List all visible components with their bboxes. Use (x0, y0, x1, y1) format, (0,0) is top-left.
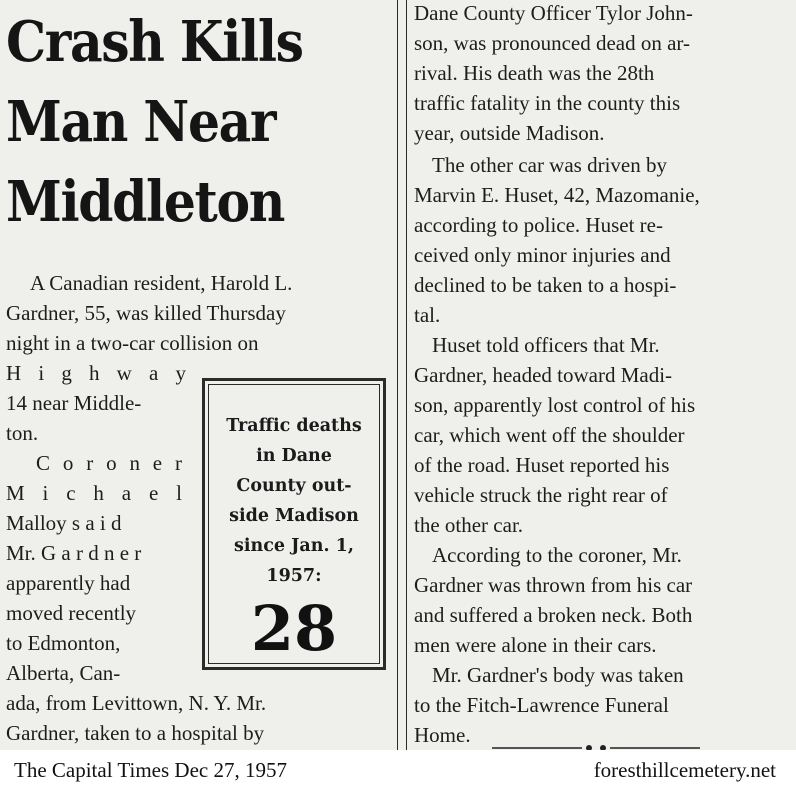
article-line: The other car was driven by (432, 153, 667, 177)
article-line: apparently had (6, 571, 131, 595)
article-line: Gardner, 55, was killed Thursday (6, 301, 286, 325)
article-line: Home. (414, 723, 471, 747)
article-line: ada, from Levittown, N. Y. Mr. (6, 691, 267, 715)
article-line: According to the coroner, Mr. (432, 543, 682, 567)
article-line: C o r o n e r (36, 451, 182, 475)
headline-line: Crash Kills (6, 9, 303, 75)
article-line: Mr. Gardner's body was taken (432, 663, 684, 687)
box-line: Traffic deaths (226, 416, 362, 436)
traffic-deaths-box-inner (208, 384, 380, 664)
article-line: declined to be taken to a hospi- (414, 273, 677, 297)
box-line: 1957: (266, 566, 322, 586)
article-line: Malloy s a i d (6, 511, 122, 535)
article-line: Gardner, taken to a hospital by (6, 721, 265, 745)
article-line: ceived only minor injuries and (414, 243, 671, 267)
article-line: A Canadian resident, Harold L. (30, 271, 293, 295)
traffic-deaths-box (202, 378, 386, 670)
article-line: traffic fatality in the county this (414, 91, 681, 115)
article-line: night in a two-car collision on (6, 331, 259, 355)
article-line: Dane County Officer Tylor John- (414, 1, 693, 25)
website-caption: foresthillcemetery.net (593, 758, 776, 782)
headline (6, 2, 348, 242)
article-line: Gardner was thrown from his car (414, 573, 693, 597)
source-caption: The Capital Times Dec 27, 1957 (14, 758, 287, 782)
article-line: rival. His death was the 28th (414, 61, 655, 85)
box-line: in Dane (256, 446, 332, 466)
article-line: M i c h a e l (6, 481, 182, 505)
article-line: year, outside Madison. (414, 121, 605, 145)
article-line: son, apparently lost control of his (414, 393, 696, 417)
article-line: Alberta, Can- (6, 661, 121, 685)
box-line: since Jan. 1, (234, 536, 354, 556)
column-divider (397, 0, 407, 750)
article-line: and suffered a broken neck. Both (414, 603, 693, 627)
article-line: H i g h w a y (6, 361, 186, 385)
article-line: the other car. (414, 513, 524, 537)
article-line: Mr. G a r d n e r (6, 541, 142, 565)
death-count: 28 (250, 592, 338, 665)
end-ornament-icon (492, 742, 700, 750)
article-line: Gardner, headed toward Madi- (414, 363, 673, 387)
article-line: Marvin E. Huset, 42, Mazomanie, (414, 183, 700, 207)
box-line: side Madison (229, 506, 359, 526)
article-line: 14 near Middle- (6, 391, 142, 415)
article-line: tal. (414, 303, 441, 327)
article-line: Huset told officers that Mr. (432, 333, 660, 357)
headline-line: Middleton (6, 169, 285, 235)
headline-line: Man Near (6, 89, 276, 155)
article-line: men were alone in their cars. (414, 633, 657, 657)
article-line: of the road. Huset reported his (414, 453, 670, 477)
box-line: County out- (236, 476, 352, 496)
article-line: to Edmonton, (6, 631, 121, 655)
article-line: son, was pronounced dead on ar- (414, 31, 690, 55)
article-line: to the Fitch-Lawrence Funeral (414, 693, 669, 717)
article-line: moved recently (6, 601, 137, 625)
article-line: car, which went off the shoulder (414, 423, 685, 447)
article-line: ton. (6, 421, 39, 445)
article-line: vehicle struck the right rear of (414, 483, 668, 507)
article-line: according to police. Huset re- (414, 213, 663, 237)
